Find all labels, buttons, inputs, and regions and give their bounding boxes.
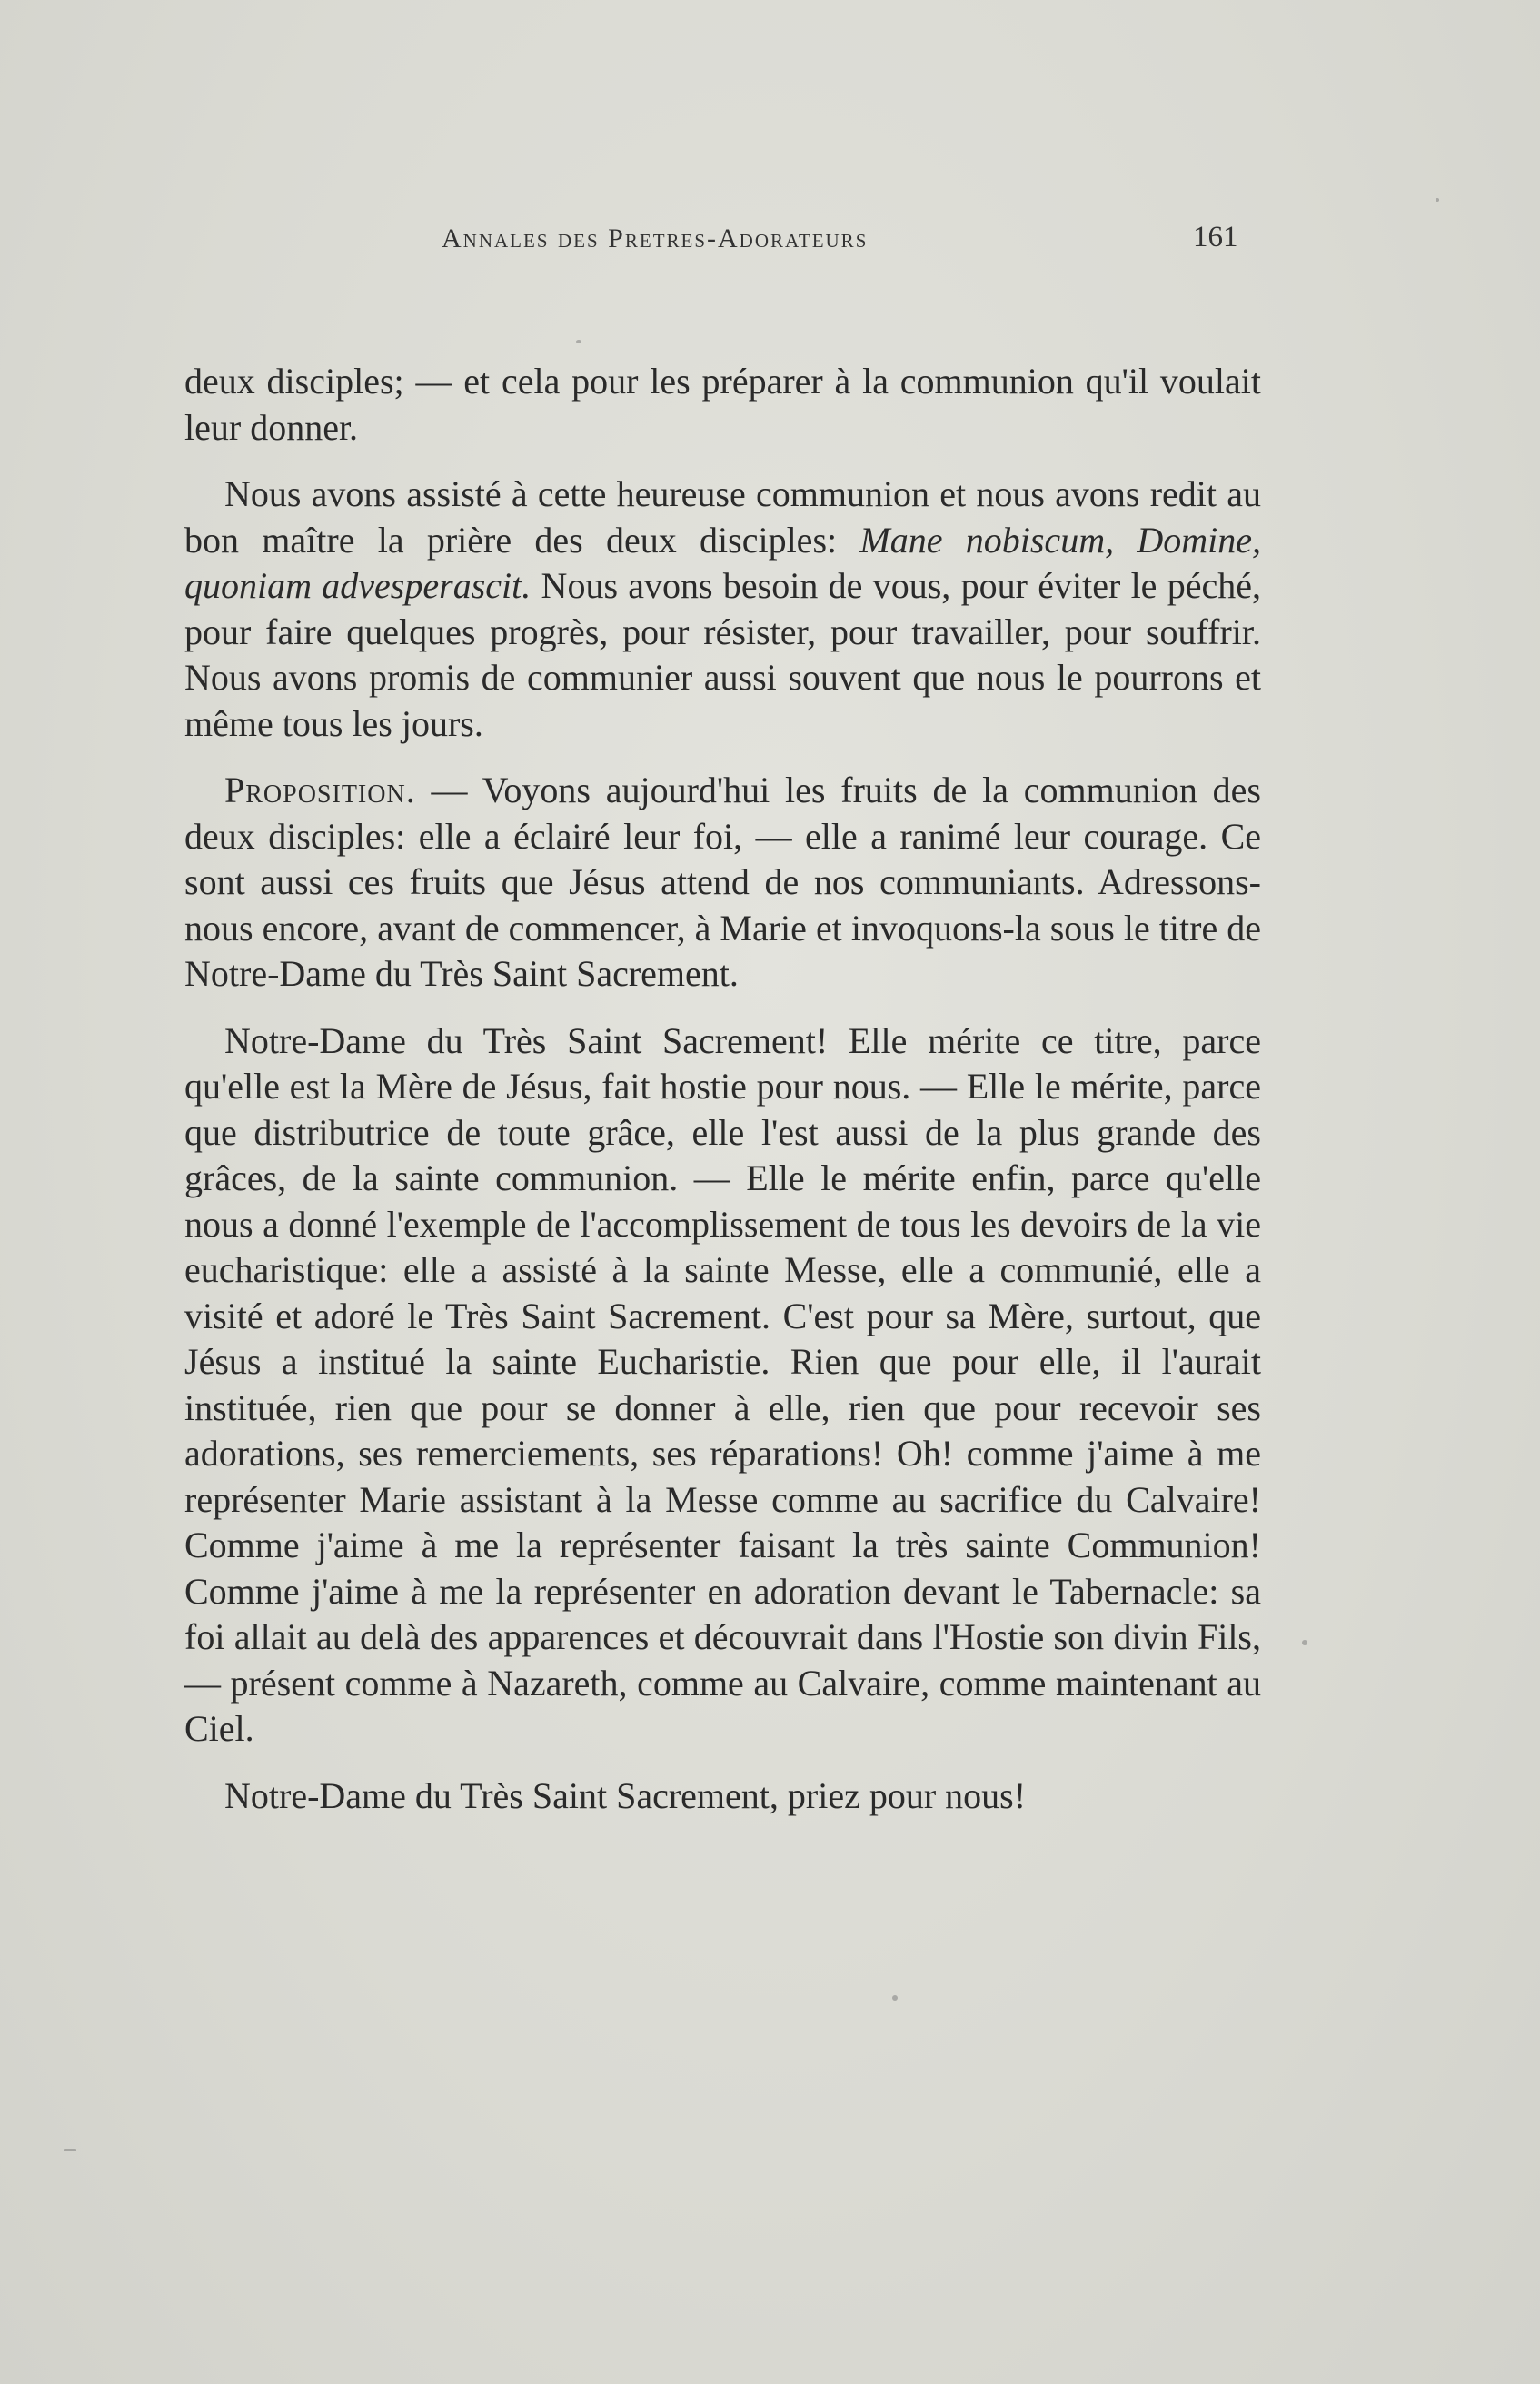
paper-speck bbox=[576, 340, 581, 343]
paragraph-4: Notre-Dame du Très Saint Sacrement! Elle mérite ce titre, parce qu'elle est la Mère de Jésus, fait hostie pour nous. — Elle le mérite, parce que distributrice de toute grâce, elle l'est aussi de la plus grande des grâces, de la sainte communion. — Elle le mérite enfin, parce qu'elle nous a donné l'exemple de l'accomplissement de tous les devoirs de la vie eucharistique: elle a assisté à la sainte Messe, elle a communié, elle a visité et adoré le Très Saint Sacrement. C'est pour sa Mère, surtout, que Jésus a institué la sainte Eucharistie. Rien que pour elle, il l'aurait instituée, rien que pour se donner à elle, rien que pour recevoir ses adorations, ses remerciements, ses réparations! Oh! comme j'aime à me représenter Marie assistant à la Messe comme au sacrifice du Calvaire! Comme j'aime à me la représenter faisant la très sainte Communion! Comme j'aime à me la représenter en adoration devant le Tabernacle: sa foi allait au delà des apparences et découvrait dans l'Hostie son divin Fils, — présent comme à Nazareth, comme au Calvaire, comme maintenant au Ciel. bbox=[184, 1019, 1261, 1749]
latin-quote: Mane nobiscum, Domine, quoniam advesperascit. bbox=[184, 519, 1261, 606]
paragraph-2-start: Nous avons assisté à cette heureuse communion et nous avons redit au bon maître la prière des deux disciples: bbox=[184, 473, 1261, 561]
page-number: 161 bbox=[1193, 221, 1238, 253]
running-head: Annales des Pretres-Adorateurs bbox=[442, 224, 869, 253]
paper-speck bbox=[892, 1995, 898, 2001]
paragraph-2 bbox=[184, 472, 1261, 747]
paragraph-2-end: Nous avons besoin de vous, pour éviter le péché, pour faire quelques progrès, pour résister, pour travailler, pour souffrir. Nous avons promis de communier aussi souvent que nous le pourrons et même tous les jours. bbox=[184, 565, 1261, 744]
body-text bbox=[184, 359, 1261, 1819]
proposition-label: Proposition. bbox=[224, 770, 416, 810]
paragraph-3-text: — Voyons aujourd'hui les fruits de la communion des deux disciples: elle a éclairé leur foi, — elle a ranimé leur courage. Ce sont aussi ces fruits que Jésus attend de nos communiants. Adressons-nous encore, avant de commencer, à Marie et invoquons-la sous le titre de Notre-Dame du Très Saint Sacrement. bbox=[184, 770, 1261, 994]
paper-speck bbox=[1302, 1640, 1307, 1645]
closing-invocation: Notre-Dame du Très Saint Sacrement, priez pour nous! bbox=[224, 1774, 1027, 1816]
paper-speck bbox=[1436, 198, 1439, 202]
paper-speck bbox=[64, 2149, 76, 2151]
paragraph-3 bbox=[184, 768, 1261, 998]
paragraph-1: deux disciples; — et cela pour les préparer à la communion qu'il voulait leur donner. bbox=[184, 361, 1261, 448]
